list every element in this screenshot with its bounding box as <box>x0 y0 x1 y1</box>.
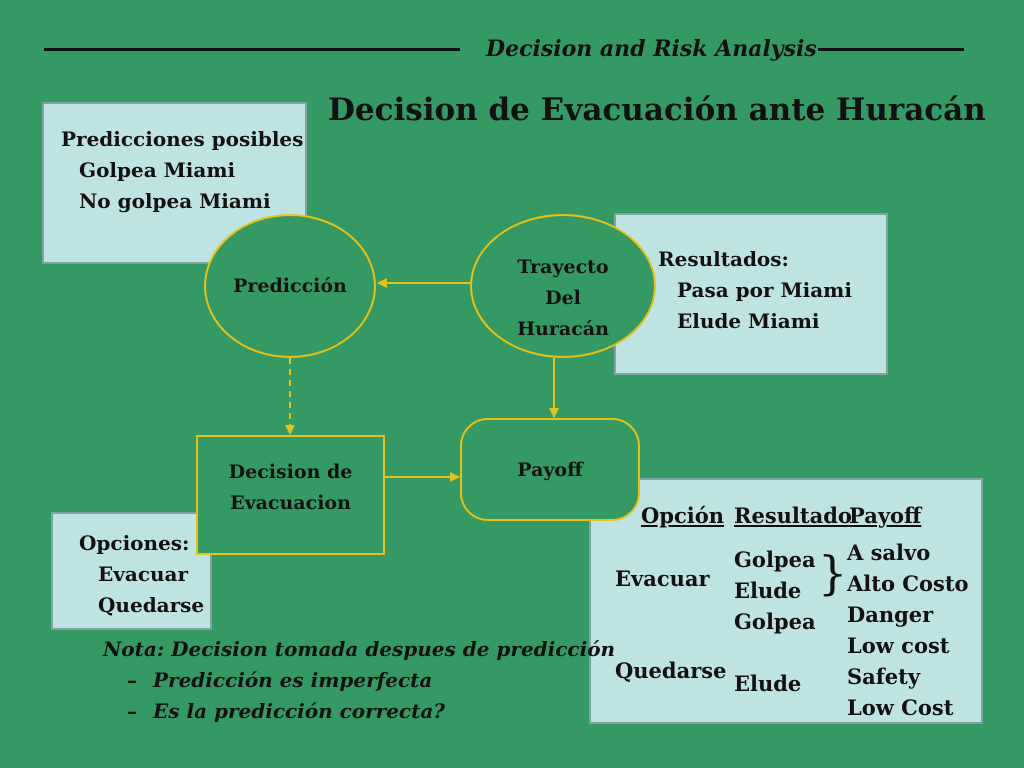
resultados-heading: Resultados: <box>658 247 789 271</box>
note-bullet: Es la predicción correcta? <box>153 699 446 723</box>
payoff-cell: Low cost <box>847 633 950 658</box>
page-title: Decision de Evacuación ante Huracán <box>328 92 986 128</box>
option-evacuar: Evacuar <box>615 566 710 591</box>
trayecto-node-label-line3: Huracán <box>517 318 609 340</box>
trayecto-node-label-line2: Del <box>545 287 581 309</box>
prediccion-node-label: Predicción <box>233 275 347 297</box>
table-header-opcion: Opción <box>641 503 725 528</box>
note-dash: – <box>127 668 137 692</box>
payoff-cell: Low Cost <box>847 695 954 720</box>
note-main: Nota: Decision tomada despues de predicción <box>103 637 616 661</box>
payoff-cell: A salvo <box>847 540 931 565</box>
header-subtitle: Decision and Risk Analysis <box>486 36 817 62</box>
table-header-resultado: Resultado <box>734 503 852 528</box>
resultado-cell: Golpea <box>734 609 816 634</box>
decision-node-label-line2: Evacuacion <box>230 492 351 514</box>
prediccion-no-golpea: No golpea Miami <box>79 189 271 213</box>
resultado-cell: Golpea <box>734 547 816 572</box>
payoff-cell: Alto Costo <box>847 571 969 596</box>
note-bullet: Predicción es imperfecta <box>153 668 433 692</box>
resultado-elude: Elude Miami <box>677 309 820 333</box>
payoff-cell: Safety <box>847 664 921 689</box>
option-quedarse: Quedarse <box>615 658 727 683</box>
table-header-payoff: Payoff <box>849 503 922 528</box>
resultado-pasa: Pasa por Miami <box>677 278 852 302</box>
trayecto-node-label-line1: Trayecto <box>517 256 609 278</box>
payoff-node-label: Payoff <box>517 459 583 481</box>
opcion-evacuar: Evacuar <box>98 562 189 586</box>
payoff-cell: Danger <box>847 602 934 627</box>
opcion-quedarse: Quedarse <box>98 593 205 617</box>
resultado-cell: Elude <box>734 671 802 696</box>
opciones-heading: Opciones: <box>79 531 190 555</box>
resultado-cell: Elude <box>734 578 802 603</box>
predicciones-heading: Predicciones posibles <box>61 127 304 151</box>
prediccion-golpea: Golpea Miami <box>79 158 236 182</box>
decision-node-label-line1: Decision de <box>228 461 353 483</box>
note-dash: – <box>127 699 137 723</box>
brace-symbol: } <box>818 546 848 600</box>
